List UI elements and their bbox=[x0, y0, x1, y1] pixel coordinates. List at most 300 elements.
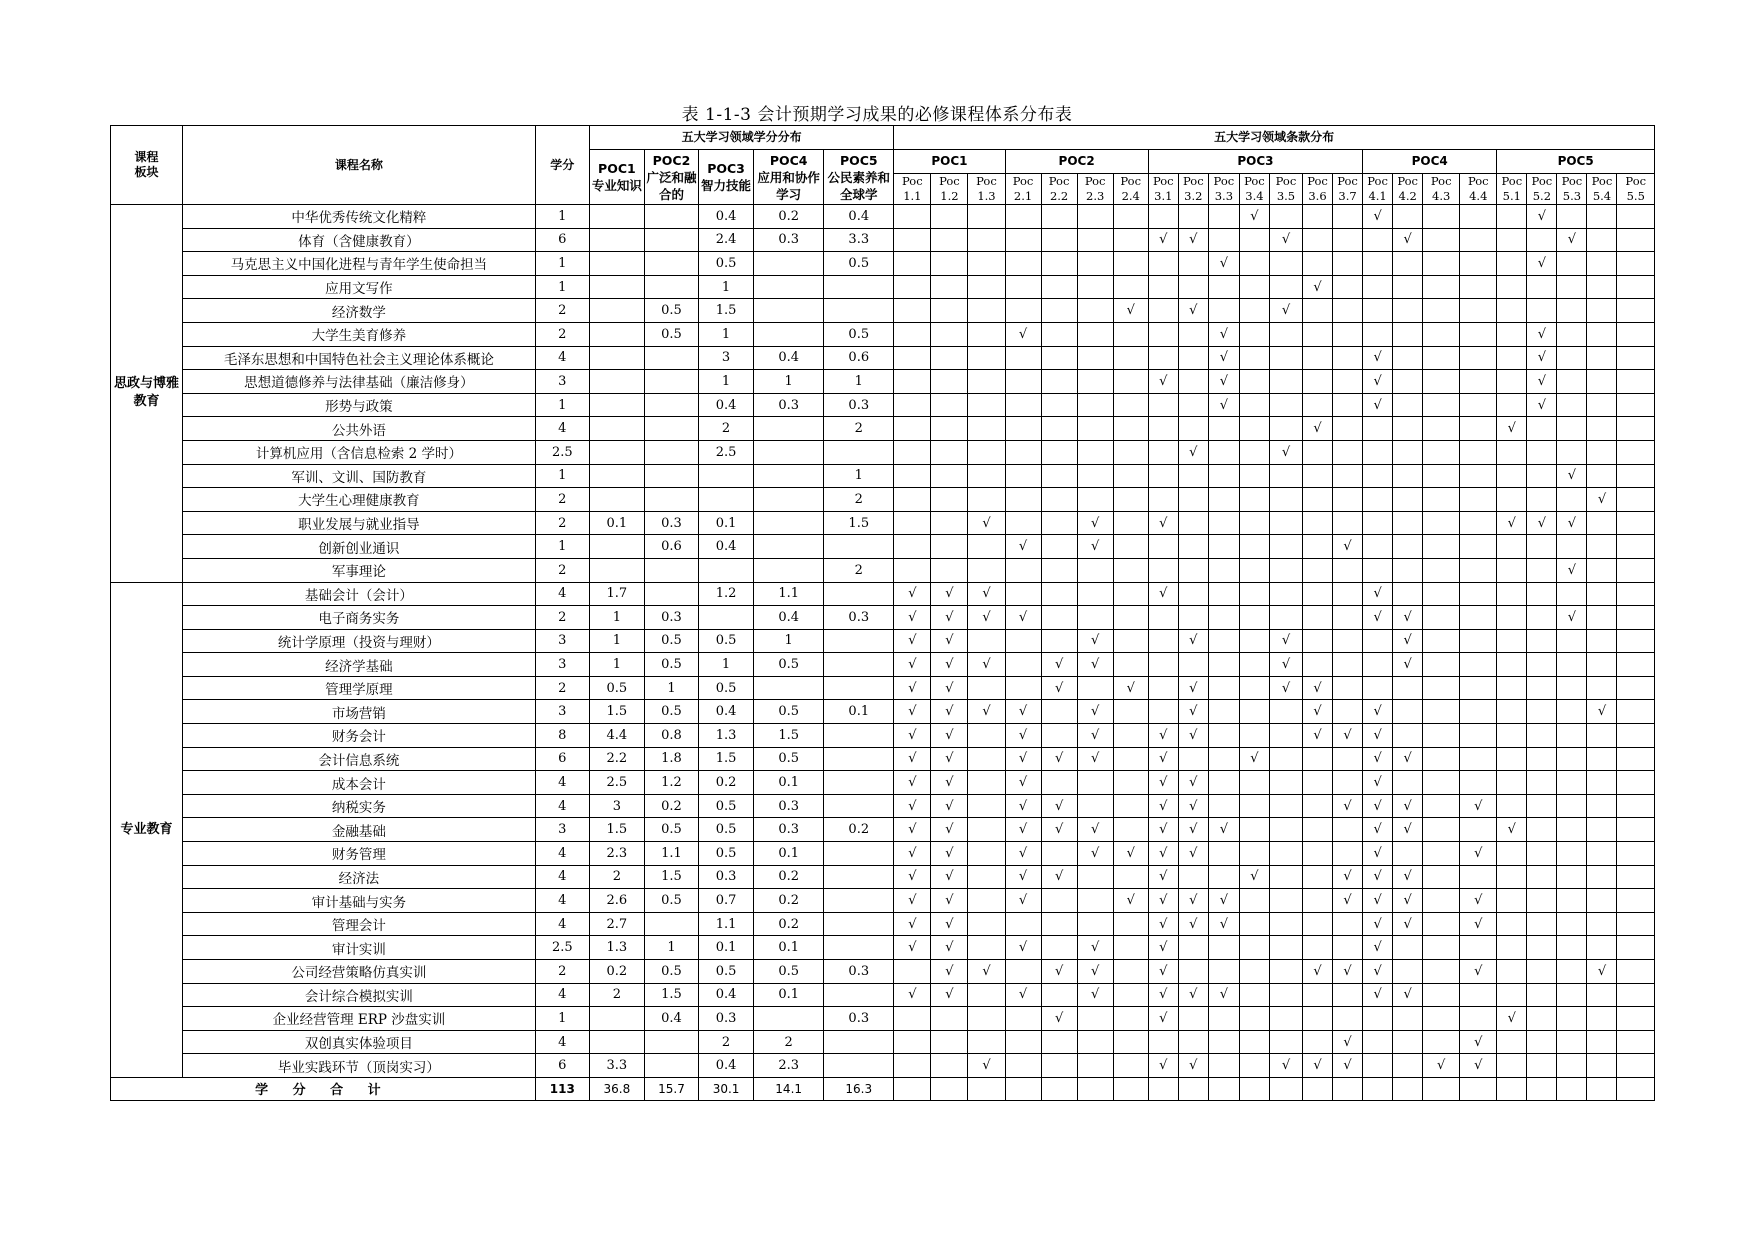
item-cell: √ bbox=[1178, 889, 1208, 913]
item-cell bbox=[1239, 889, 1269, 913]
item-cell bbox=[1527, 865, 1557, 889]
item-cell bbox=[1077, 346, 1113, 370]
item-cell bbox=[894, 1077, 931, 1100]
item-cell bbox=[1302, 440, 1332, 464]
item-cell bbox=[1208, 676, 1239, 700]
item-cell bbox=[1302, 936, 1332, 960]
item-cell bbox=[931, 370, 968, 394]
item-cell bbox=[1005, 275, 1041, 299]
item-cell: √ bbox=[1302, 724, 1332, 748]
item-cell bbox=[1393, 464, 1423, 488]
item-cell bbox=[1005, 629, 1041, 653]
item-cell bbox=[1617, 322, 1655, 346]
item-cell: √ bbox=[894, 818, 931, 842]
header-credit-poc5 bbox=[824, 150, 894, 205]
item-cell: √ bbox=[1148, 724, 1178, 748]
item-cell bbox=[1041, 606, 1077, 630]
item-cell bbox=[1005, 346, 1041, 370]
item-cell bbox=[1587, 842, 1617, 866]
item-cell bbox=[1557, 370, 1587, 394]
table-row bbox=[111, 205, 1655, 229]
item-cell bbox=[1423, 488, 1460, 512]
item-cell bbox=[1148, 417, 1178, 441]
item-cell bbox=[894, 535, 931, 559]
credit-col-code: POC2 bbox=[652, 152, 691, 168]
credit-poc3: 0.5 bbox=[699, 629, 754, 653]
course-credit: 1 bbox=[535, 1007, 589, 1031]
item-cell: √ bbox=[894, 936, 931, 960]
item-cell bbox=[1423, 771, 1460, 795]
credit-poc3: 0.4 bbox=[699, 1054, 754, 1078]
item-cell bbox=[1178, 464, 1208, 488]
item-cell bbox=[1460, 228, 1497, 252]
item-cell bbox=[1497, 393, 1527, 417]
item-cell bbox=[1497, 275, 1527, 299]
item-cell bbox=[1363, 464, 1393, 488]
credit-poc5: 1.5 bbox=[824, 511, 894, 535]
item-cell bbox=[894, 464, 931, 488]
item-cell bbox=[1423, 936, 1460, 960]
item-cell bbox=[1587, 912, 1617, 936]
item-cell bbox=[1239, 794, 1269, 818]
item-cell bbox=[1113, 1007, 1148, 1031]
item-cell bbox=[1208, 606, 1239, 630]
item-cell bbox=[1460, 275, 1497, 299]
item-cell bbox=[1333, 488, 1363, 512]
item-cell bbox=[1363, 1030, 1393, 1054]
item-cell bbox=[1333, 299, 1363, 323]
course-credit: 6 bbox=[535, 228, 589, 252]
item-cell bbox=[1557, 912, 1587, 936]
item-cell bbox=[1269, 747, 1302, 771]
item-cell: √ bbox=[1148, 511, 1178, 535]
item-cell bbox=[1148, 606, 1178, 630]
item-cell bbox=[1041, 912, 1077, 936]
item-cell bbox=[1148, 558, 1178, 582]
credit-poc2: 0.6 bbox=[644, 535, 698, 559]
item-cell bbox=[1393, 700, 1423, 724]
credit-poc3: 1 bbox=[699, 275, 754, 299]
item-cell bbox=[1393, 1054, 1423, 1078]
item-cell bbox=[1587, 1007, 1617, 1031]
course-name: 审计基础与实务 bbox=[183, 889, 536, 913]
credit-poc2: 0.5 bbox=[644, 818, 698, 842]
item-cell bbox=[968, 1007, 1005, 1031]
item-cell bbox=[1363, 653, 1393, 677]
item-cell bbox=[1269, 535, 1302, 559]
credit-poc5: 0.5 bbox=[824, 252, 894, 276]
item-cell bbox=[1005, 960, 1041, 984]
item-cell bbox=[1617, 865, 1655, 889]
item-cell bbox=[1527, 535, 1557, 559]
table-row bbox=[111, 794, 1655, 818]
item-cell bbox=[1460, 393, 1497, 417]
item-cell bbox=[968, 818, 1005, 842]
item-cell bbox=[1617, 1077, 1655, 1100]
item-cell: √ bbox=[1393, 629, 1423, 653]
credit-col-code: POC4 bbox=[769, 152, 808, 168]
item-cell: √ bbox=[1208, 983, 1239, 1007]
item-cell bbox=[1077, 252, 1113, 276]
credit-poc1 bbox=[589, 393, 644, 417]
item-cell bbox=[1041, 936, 1077, 960]
item-cell: √ bbox=[1333, 889, 1363, 913]
item-cell: √ bbox=[1077, 653, 1113, 677]
item-cell bbox=[968, 322, 1005, 346]
course-credit: 2.5 bbox=[535, 936, 589, 960]
credit-poc2 bbox=[644, 346, 698, 370]
item-cell bbox=[1239, 724, 1269, 748]
course-credit: 1 bbox=[535, 275, 589, 299]
item-cell: √ bbox=[1178, 228, 1208, 252]
item-cell bbox=[931, 1007, 968, 1031]
item-cell bbox=[1333, 606, 1363, 630]
item-cell: √ bbox=[1178, 912, 1208, 936]
item-cell bbox=[1208, 771, 1239, 795]
item-cell bbox=[1527, 983, 1557, 1007]
item-cell bbox=[1208, 1030, 1239, 1054]
item-cell bbox=[1077, 370, 1113, 394]
item-cell bbox=[1527, 582, 1557, 606]
item-cell: √ bbox=[1497, 417, 1527, 441]
item-cell bbox=[968, 889, 1005, 913]
item-cell bbox=[1423, 653, 1460, 677]
item-cell bbox=[1617, 960, 1655, 984]
item-cell bbox=[1557, 983, 1587, 1007]
item-cell bbox=[1497, 771, 1527, 795]
item-cell: √ bbox=[1178, 440, 1208, 464]
item-cell bbox=[1333, 440, 1363, 464]
item-cell bbox=[1363, 488, 1393, 512]
credit-poc5: 0.3 bbox=[824, 960, 894, 984]
credit-poc4 bbox=[754, 676, 824, 700]
item-cell bbox=[1005, 464, 1041, 488]
credit-poc1 bbox=[589, 346, 644, 370]
header-credit-poc1 bbox=[589, 150, 644, 205]
item-cell: √ bbox=[1077, 535, 1113, 559]
credit-poc1 bbox=[589, 228, 644, 252]
item-cell: √ bbox=[1041, 818, 1077, 842]
item-cell bbox=[1302, 535, 1332, 559]
item-cell: √ bbox=[1077, 842, 1113, 866]
credit-poc2: 0.3 bbox=[644, 511, 698, 535]
item-cell bbox=[1302, 889, 1332, 913]
item-cell: √ bbox=[1148, 1007, 1178, 1031]
header-poc-group-poc3: POC3 bbox=[1148, 150, 1362, 174]
course-credit: 1 bbox=[535, 464, 589, 488]
item-cell bbox=[968, 794, 1005, 818]
item-cell bbox=[1557, 205, 1587, 229]
item-cell bbox=[1269, 865, 1302, 889]
item-cell bbox=[1423, 818, 1460, 842]
item-cell bbox=[1557, 535, 1587, 559]
item-cell bbox=[1113, 936, 1148, 960]
item-cell bbox=[968, 393, 1005, 417]
item-cell bbox=[1393, 299, 1423, 323]
credit-poc5: 1 bbox=[824, 370, 894, 394]
item-cell bbox=[1497, 653, 1527, 677]
table-row bbox=[111, 842, 1655, 866]
item-cell bbox=[1527, 676, 1557, 700]
item-cell: √ bbox=[1363, 747, 1393, 771]
item-cell bbox=[1587, 676, 1617, 700]
credit-poc2: 0.5 bbox=[644, 960, 698, 984]
credit-poc2 bbox=[644, 558, 698, 582]
course-name: 毕业实践环节（顶岗实习） bbox=[183, 1054, 536, 1078]
item-cell bbox=[1617, 771, 1655, 795]
item-cell: √ bbox=[1148, 960, 1178, 984]
credit-poc2: 0.3 bbox=[644, 606, 698, 630]
credit-poc1: 0.2 bbox=[589, 960, 644, 984]
item-cell: √ bbox=[1005, 818, 1041, 842]
item-cell: √ bbox=[968, 700, 1005, 724]
credit-poc3: 0.5 bbox=[699, 960, 754, 984]
item-cell bbox=[1497, 558, 1527, 582]
item-cell bbox=[1113, 370, 1148, 394]
item-cell bbox=[1557, 1030, 1587, 1054]
total-poc4: 14.1 bbox=[754, 1077, 824, 1100]
credit-poc2 bbox=[644, 912, 698, 936]
item-cell bbox=[1239, 983, 1269, 1007]
item-cell: √ bbox=[1041, 676, 1077, 700]
credit-poc3: 0.4 bbox=[699, 983, 754, 1007]
item-cell bbox=[1041, 205, 1077, 229]
item-cell bbox=[1041, 889, 1077, 913]
item-cell bbox=[1587, 1054, 1617, 1078]
item-cell bbox=[1617, 912, 1655, 936]
credit-poc1: 2 bbox=[589, 983, 644, 1007]
item-cell: √ bbox=[1269, 676, 1302, 700]
item-cell bbox=[1587, 322, 1617, 346]
credit-poc4: 1.1 bbox=[754, 582, 824, 606]
item-cell bbox=[931, 205, 968, 229]
item-cell bbox=[1497, 960, 1527, 984]
item-cell bbox=[1557, 865, 1587, 889]
header-item-distribution: 五大学习领域条款分布 bbox=[894, 126, 1655, 150]
item-cell bbox=[1302, 629, 1332, 653]
total-label: 学 分 合 计 bbox=[111, 1077, 536, 1100]
item-cell bbox=[1393, 842, 1423, 866]
item-cell bbox=[1148, 322, 1178, 346]
item-cell bbox=[1497, 322, 1527, 346]
item-cell bbox=[1460, 488, 1497, 512]
item-cell bbox=[1527, 912, 1557, 936]
item-cell bbox=[1302, 393, 1332, 417]
item-cell: √ bbox=[1239, 747, 1269, 771]
credit-poc5: 3.3 bbox=[824, 228, 894, 252]
block-label: 专业教育 bbox=[111, 582, 183, 1077]
item-cell bbox=[1423, 346, 1460, 370]
item-cell: √ bbox=[1363, 865, 1393, 889]
item-cell bbox=[1557, 252, 1587, 276]
course-credit: 1 bbox=[535, 205, 589, 229]
item-cell bbox=[1178, 960, 1208, 984]
credit-poc1 bbox=[589, 299, 644, 323]
item-cell bbox=[1527, 417, 1557, 441]
item-cell: √ bbox=[931, 865, 968, 889]
item-cell bbox=[1423, 1007, 1460, 1031]
item-cell bbox=[1527, 818, 1557, 842]
table-row bbox=[111, 417, 1655, 441]
item-cell bbox=[1587, 724, 1617, 748]
item-cell: √ bbox=[931, 912, 968, 936]
course-credit: 1 bbox=[535, 252, 589, 276]
item-cell bbox=[1557, 1054, 1587, 1078]
item-cell bbox=[1239, 417, 1269, 441]
item-cell bbox=[1077, 1077, 1113, 1100]
item-cell bbox=[1041, 228, 1077, 252]
item-cell bbox=[1497, 865, 1527, 889]
item-cell: √ bbox=[1148, 912, 1178, 936]
item-cell bbox=[1239, 842, 1269, 866]
credit-poc1: 3 bbox=[589, 794, 644, 818]
credit-poc4: 0.4 bbox=[754, 346, 824, 370]
item-cell bbox=[1269, 558, 1302, 582]
item-cell bbox=[1178, 747, 1208, 771]
header-item: Poc 2.2 bbox=[1041, 174, 1077, 205]
item-cell bbox=[1302, 488, 1332, 512]
item-cell bbox=[1423, 393, 1460, 417]
item-cell: √ bbox=[1557, 511, 1587, 535]
item-cell bbox=[1178, 393, 1208, 417]
item-cell bbox=[931, 346, 968, 370]
course-credit: 2 bbox=[535, 960, 589, 984]
item-cell bbox=[1363, 535, 1393, 559]
credit-poc4: 0.1 bbox=[754, 936, 824, 960]
credit-poc1 bbox=[589, 322, 644, 346]
item-cell: √ bbox=[1460, 1054, 1497, 1078]
credit-col-label: 公民素养和全球学 bbox=[827, 169, 891, 202]
item-cell bbox=[1393, 205, 1423, 229]
item-cell bbox=[1557, 889, 1587, 913]
credit-poc5 bbox=[824, 842, 894, 866]
item-cell bbox=[1269, 700, 1302, 724]
item-cell bbox=[1302, 582, 1332, 606]
item-cell: √ bbox=[1527, 370, 1557, 394]
item-cell bbox=[1393, 771, 1423, 795]
item-cell bbox=[1460, 1077, 1497, 1100]
item-cell bbox=[1557, 275, 1587, 299]
item-cell bbox=[1269, 1007, 1302, 1031]
course-name: 金融基础 bbox=[183, 818, 536, 842]
table-row bbox=[111, 393, 1655, 417]
item-cell: √ bbox=[1302, 1054, 1332, 1078]
item-cell bbox=[1178, 488, 1208, 512]
header-course-name: 课程名称 bbox=[183, 126, 536, 205]
item-cell bbox=[1005, 1007, 1041, 1031]
item-cell: √ bbox=[1363, 606, 1393, 630]
item-cell bbox=[1587, 865, 1617, 889]
item-cell bbox=[1239, 1054, 1269, 1078]
credit-poc3: 1.3 bbox=[699, 724, 754, 748]
item-cell bbox=[1302, 228, 1332, 252]
item-cell bbox=[1077, 205, 1113, 229]
item-cell bbox=[1617, 205, 1655, 229]
item-cell bbox=[1527, 771, 1557, 795]
item-cell bbox=[1423, 299, 1460, 323]
item-cell bbox=[1460, 535, 1497, 559]
table-row bbox=[111, 275, 1655, 299]
item-cell bbox=[1041, 346, 1077, 370]
credit-poc5 bbox=[824, 1030, 894, 1054]
credit-poc5 bbox=[824, 653, 894, 677]
credit-poc5 bbox=[824, 983, 894, 1007]
item-cell bbox=[968, 842, 1005, 866]
item-cell bbox=[894, 558, 931, 582]
header-item: Poc 5.2 bbox=[1527, 174, 1557, 205]
item-cell: √ bbox=[1269, 228, 1302, 252]
item-cell: √ bbox=[1363, 346, 1393, 370]
credit-poc1 bbox=[589, 558, 644, 582]
credit-poc2: 0.5 bbox=[644, 700, 698, 724]
item-cell bbox=[1460, 346, 1497, 370]
item-cell bbox=[1423, 912, 1460, 936]
course-credit: 2 bbox=[535, 676, 589, 700]
credit-poc5 bbox=[824, 440, 894, 464]
credit-poc1 bbox=[589, 417, 644, 441]
table-row bbox=[111, 724, 1655, 748]
item-cell bbox=[1423, 865, 1460, 889]
item-cell bbox=[1041, 299, 1077, 323]
item-cell bbox=[1617, 582, 1655, 606]
item-cell bbox=[1497, 252, 1527, 276]
item-cell bbox=[1005, 1030, 1041, 1054]
item-cell bbox=[1077, 440, 1113, 464]
item-cell: √ bbox=[1269, 653, 1302, 677]
item-cell: √ bbox=[1527, 252, 1557, 276]
item-cell bbox=[1333, 393, 1363, 417]
item-cell bbox=[1239, 275, 1269, 299]
item-cell bbox=[1393, 346, 1423, 370]
item-cell bbox=[894, 252, 931, 276]
course-name: 会计综合模拟实训 bbox=[183, 983, 536, 1007]
item-cell bbox=[1239, 299, 1269, 323]
item-cell bbox=[1005, 440, 1041, 464]
item-cell bbox=[1178, 205, 1208, 229]
credit-poc1: 0.1 bbox=[589, 511, 644, 535]
item-cell bbox=[1527, 1030, 1557, 1054]
item-cell bbox=[1423, 464, 1460, 488]
item-cell: √ bbox=[1005, 606, 1041, 630]
item-cell: √ bbox=[1005, 747, 1041, 771]
item-cell bbox=[1041, 983, 1077, 1007]
item-cell bbox=[1077, 393, 1113, 417]
credit-poc4 bbox=[754, 440, 824, 464]
item-cell: √ bbox=[894, 700, 931, 724]
item-cell bbox=[1393, 488, 1423, 512]
item-cell: √ bbox=[1005, 842, 1041, 866]
item-cell bbox=[1302, 1007, 1332, 1031]
credit-poc1: 2 bbox=[589, 865, 644, 889]
course-credit: 2 bbox=[535, 511, 589, 535]
credit-poc3: 0.5 bbox=[699, 676, 754, 700]
item-cell bbox=[1333, 511, 1363, 535]
item-cell bbox=[1363, 511, 1393, 535]
item-cell: √ bbox=[1113, 889, 1148, 913]
credit-poc4: 0.3 bbox=[754, 393, 824, 417]
item-cell bbox=[1077, 676, 1113, 700]
credit-poc4: 0.5 bbox=[754, 700, 824, 724]
table-row bbox=[111, 606, 1655, 630]
item-cell bbox=[894, 393, 931, 417]
table-row bbox=[111, 700, 1655, 724]
item-cell: √ bbox=[968, 960, 1005, 984]
course-credit: 1 bbox=[535, 393, 589, 417]
total-poc5: 16.3 bbox=[824, 1077, 894, 1100]
item-cell bbox=[1041, 488, 1077, 512]
item-cell bbox=[1302, 558, 1332, 582]
item-cell: √ bbox=[968, 1054, 1005, 1078]
